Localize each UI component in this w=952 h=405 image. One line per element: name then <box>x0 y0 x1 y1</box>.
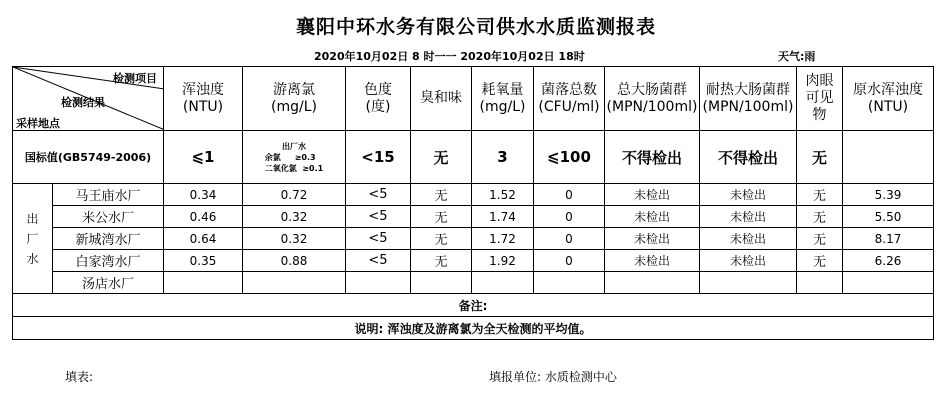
cell-color: <5 <box>346 184 411 206</box>
cell-raw-turbidity: 5.50 <box>843 206 934 228</box>
cell-chlorine: 0.88 <box>243 250 346 272</box>
cell-odor: 无 <box>411 228 472 250</box>
cell-color <box>346 272 411 294</box>
cell-color: <5 <box>346 228 411 250</box>
cell-visible <box>797 272 843 294</box>
table-row <box>13 272 934 294</box>
time-range: 2020年10月02日 8 时一一 2020年10月02日 18时 <box>314 50 585 63</box>
standard-row <box>13 131 934 184</box>
cell-coliform: 未检出 <box>605 206 700 228</box>
diag-label-results: 检测结果 <box>61 96 105 109</box>
table-row <box>13 228 934 250</box>
col-color: 色度 (度) <box>346 67 411 131</box>
cell-colony: 0 <box>534 206 605 228</box>
table-row <box>13 206 934 228</box>
col-chlorine: 游离氯 (mg/L) <box>243 67 346 131</box>
header-row <box>13 67 934 131</box>
cell-coliform <box>605 272 700 294</box>
std-chlorine: 出厂水 余氯 ≥0.3 二氧化氯 ≥0.1 <box>243 131 346 184</box>
note-row <box>13 317 934 340</box>
table-row <box>13 184 934 206</box>
col-turbidity: 浑浊度 (NTU) <box>164 67 243 131</box>
cell-odor: 无 <box>411 184 472 206</box>
note-text: 说明: 浑浊度及游离氯为全天检测的平均值。 <box>13 317 934 340</box>
cell-oxygen: 1.52 <box>472 184 534 206</box>
cell-oxygen: 1.72 <box>472 228 534 250</box>
standard-label: 国标值(GB5749-2006) <box>13 131 164 184</box>
cell-chlorine: 0.32 <box>243 206 346 228</box>
cell-colony: 0 <box>534 184 605 206</box>
plant-name: 汤店水厂 <box>53 272 164 294</box>
remarks-row <box>13 294 934 317</box>
cell-coliform: 未检出 <box>605 250 700 272</box>
diag-label-items: 检测项目 <box>113 72 157 85</box>
cell-raw-turbidity <box>843 272 934 294</box>
plant-name: 白家湾水厂 <box>53 250 164 272</box>
cell-color: <5 <box>346 250 411 272</box>
cell-visible: 无 <box>797 184 843 206</box>
std-color: <15 <box>346 131 411 184</box>
col-odor: 臭和味 <box>411 67 472 131</box>
footer-unit: 填报单位: 水质检测中心 <box>489 370 617 384</box>
cell-thermo-coliform: 未检出 <box>700 206 797 228</box>
std-odor: 无 <box>411 131 472 184</box>
footer-filler: 填表: <box>65 370 94 384</box>
cell-visible: 无 <box>797 206 843 228</box>
col-visible: 肉眼 可见 物 <box>797 67 843 131</box>
cell-raw-turbidity: 8.17 <box>843 228 934 250</box>
diagonal-header-cell <box>13 67 164 131</box>
cell-thermo-coliform <box>700 272 797 294</box>
cell-oxygen: 1.92 <box>472 250 534 272</box>
cell-oxygen: 1.74 <box>472 206 534 228</box>
report-title: 襄阳中环水务有限公司供水水质监测报表 <box>295 16 656 38</box>
col-raw-turbidity: 原水浑浊度 (NTU) <box>843 67 934 131</box>
col-oxygen: 耗氧量 (mg/L) <box>472 67 534 131</box>
cell-turbidity: 0.46 <box>164 206 243 228</box>
table-row <box>13 250 934 272</box>
group-label-outlet-water: 出 厂 水 <box>13 184 53 294</box>
std-thermo-coliform: 不得检出 <box>700 131 797 184</box>
diag-label-sites: 采样地点 <box>16 117 60 130</box>
cell-visible: 无 <box>797 250 843 272</box>
cell-turbidity: 0.34 <box>164 184 243 206</box>
std-raw-turbidity <box>843 131 934 184</box>
std-oxygen: 3 <box>472 131 534 184</box>
weather: 天气:雨 <box>778 50 816 63</box>
cell-thermo-coliform: 未检出 <box>700 250 797 272</box>
cell-odor: 无 <box>411 206 472 228</box>
cell-raw-turbidity: 5.39 <box>843 184 934 206</box>
cell-colony <box>534 272 605 294</box>
remarks-label: 备注: <box>13 294 934 317</box>
cell-oxygen <box>472 272 534 294</box>
cell-chlorine: 0.72 <box>243 184 346 206</box>
cell-colony: 0 <box>534 250 605 272</box>
cell-odor: 无 <box>411 250 472 272</box>
std-coliform: 不得检出 <box>605 131 700 184</box>
cell-turbidity: 0.64 <box>164 228 243 250</box>
cell-chlorine: 0.32 <box>243 228 346 250</box>
plant-name: 米公水厂 <box>53 206 164 228</box>
plant-name: 马王庙水厂 <box>53 184 164 206</box>
cell-raw-turbidity: 6.26 <box>843 250 934 272</box>
std-visible: 无 <box>797 131 843 184</box>
col-colony: 菌落总数 (CFU/ml) <box>534 67 605 131</box>
cell-thermo-coliform: 未检出 <box>700 184 797 206</box>
cell-visible: 无 <box>797 228 843 250</box>
cell-colony: 0 <box>534 228 605 250</box>
cell-color: <5 <box>346 206 411 228</box>
std-colony: ⩽100 <box>534 131 605 184</box>
cell-turbidity: 0.35 <box>164 250 243 272</box>
cell-odor <box>411 272 472 294</box>
cell-coliform: 未检出 <box>605 184 700 206</box>
cell-chlorine <box>243 272 346 294</box>
cell-coliform: 未检出 <box>605 228 700 250</box>
std-turbidity: ⩽1 <box>164 131 243 184</box>
col-thermo-coliform: 耐热大肠菌群 (MPN/100ml) <box>700 67 797 131</box>
water-quality-table <box>12 66 934 340</box>
col-coliform: 总大肠菌群 (MPN/100ml) <box>605 67 700 131</box>
cell-turbidity <box>164 272 243 294</box>
plant-name: 新城湾水厂 <box>53 228 164 250</box>
cell-thermo-coliform: 未检出 <box>700 228 797 250</box>
